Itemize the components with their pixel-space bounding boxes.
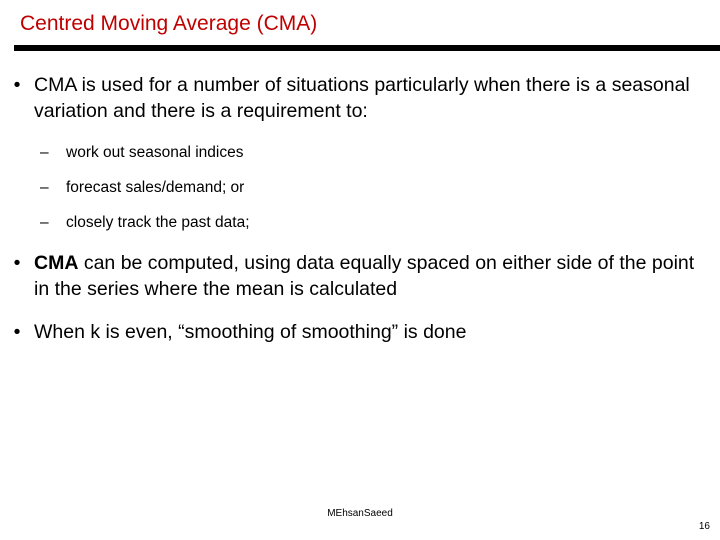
page-number: 16 — [698, 521, 710, 532]
bullet-text-rest: can be computed, using data equally spaced on either side of the point in the series where the mean is calculated — [34, 252, 695, 300]
bullet-marker: • — [13, 252, 21, 274]
bold-term: CMA — [34, 252, 79, 274]
bullet-marker: • — [13, 74, 21, 96]
sub-item-text: work out seasonal indices — [66, 144, 244, 161]
footer-author: MEhsanSaeed — [327, 508, 393, 519]
bullet-text: CMA is used for a number of situations particularly when there is a seasonal variation and there is a requirement to: — [34, 74, 690, 122]
dash-marker: – — [40, 144, 49, 161]
dash-marker: – — [40, 214, 49, 231]
bullet-text: When k is even, “smoothing of smoothing” is done — [34, 321, 467, 343]
sub-item-text: forecast sales/demand; or — [66, 179, 245, 196]
bullet-marker: • — [13, 321, 21, 343]
bullet-text — [34, 250, 696, 302]
dash-marker: – — [40, 179, 49, 196]
slide-title: Centred Moving Average (CMA) — [20, 12, 318, 35]
sub-item-text: closely track the past data; — [66, 214, 250, 231]
